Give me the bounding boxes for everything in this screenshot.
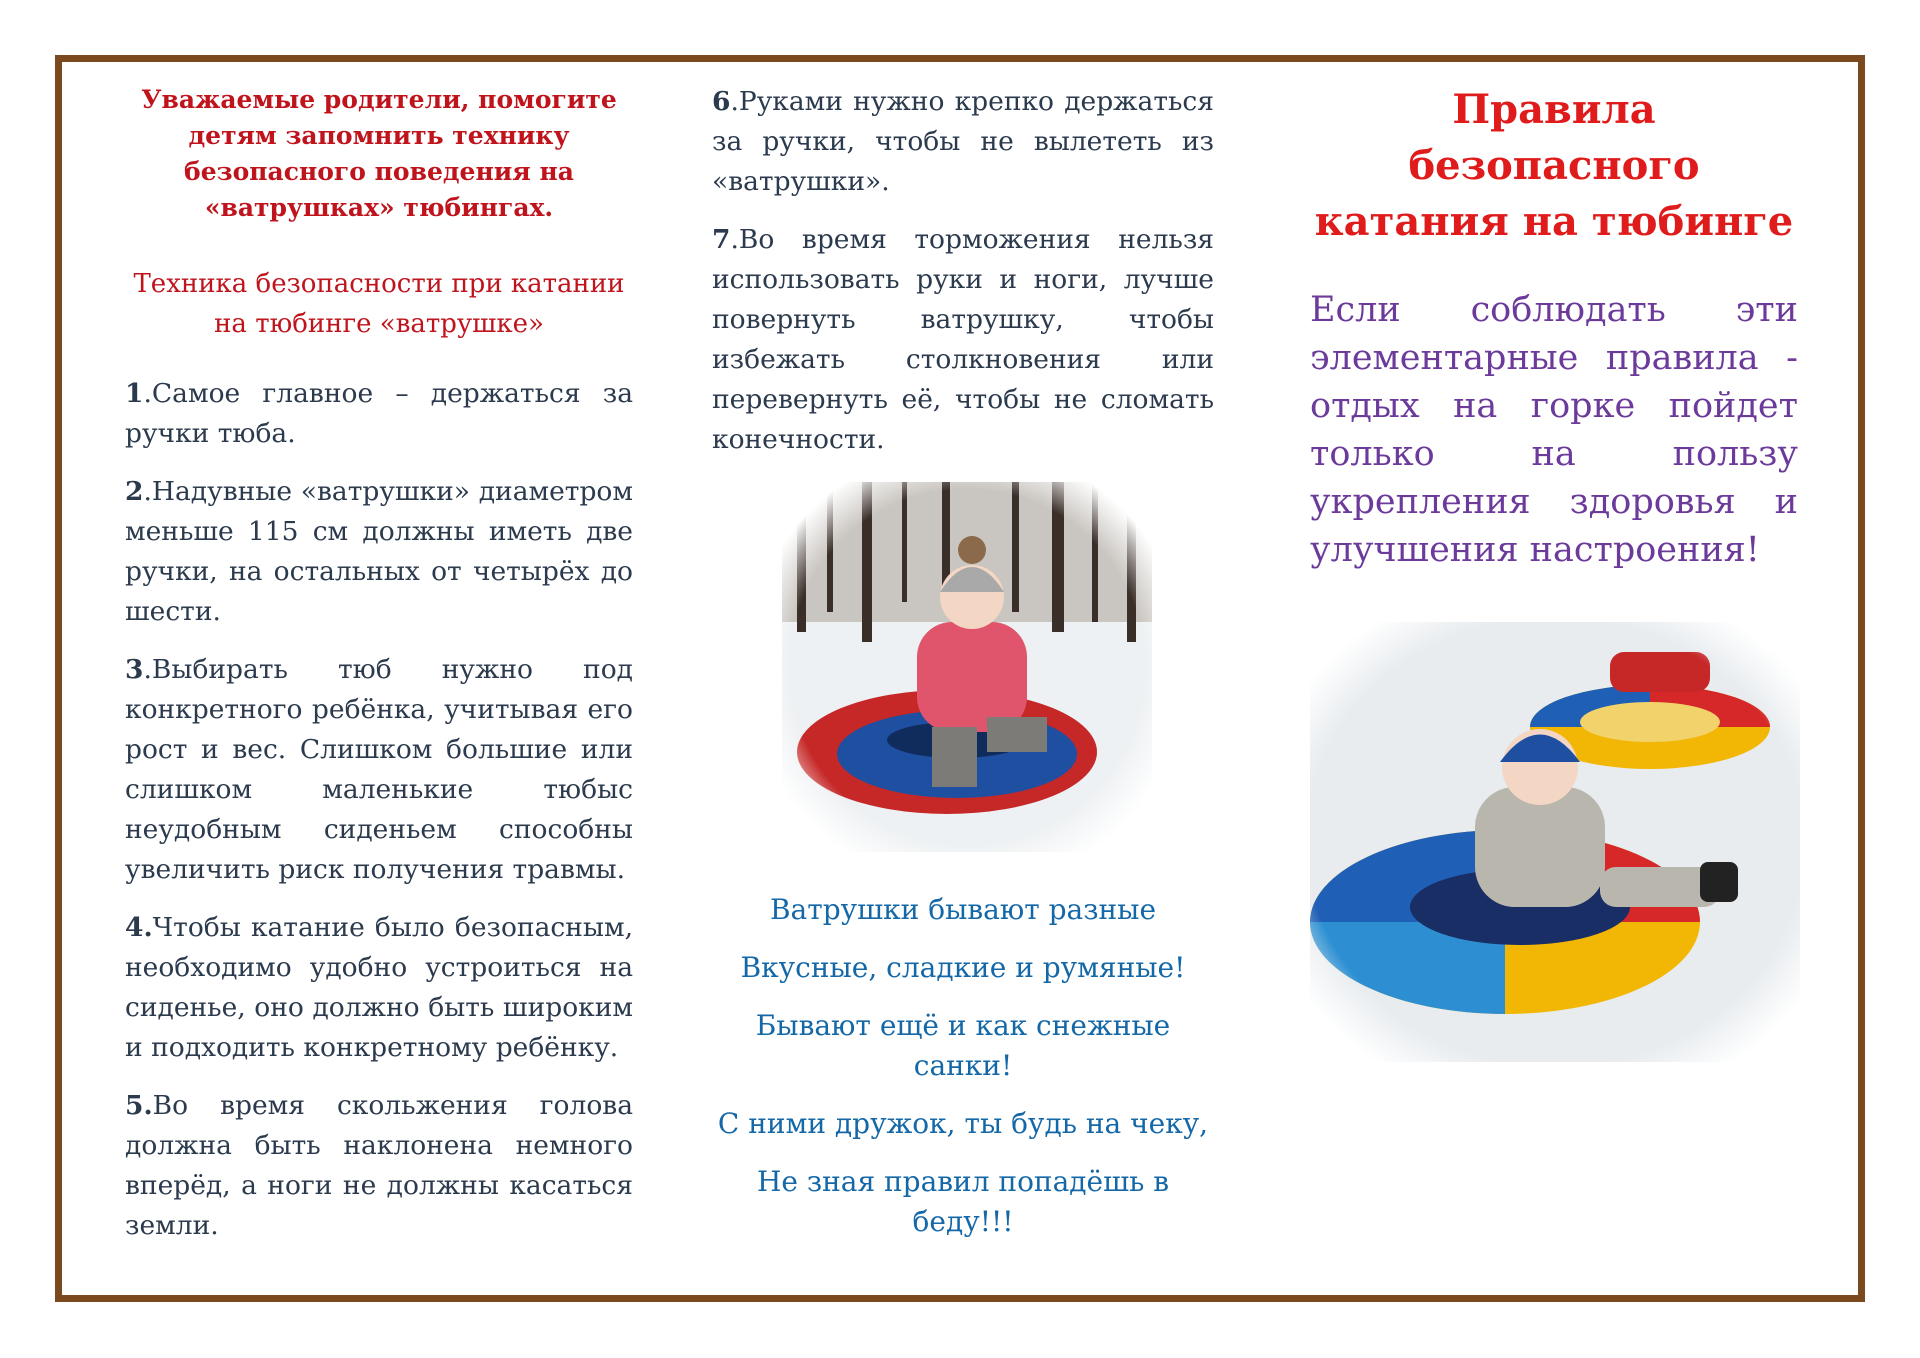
rule-text: .Во время торможения нельзя использовать руки и ноги, лучше повернуть ватрушку, чтобы избежать столкновения или перевернуть её, чтобы не сломать конечности. [712,224,1214,455]
rule-number: 5. [125,1090,153,1121]
safety-subtitle: Техника безопасности при катании на тюбинге «ватрушке» [133,269,625,339]
lead-paragraph: Если соблюдать эти элементарные правила - отдых на горке пойдет только на пользу укрепления здоровья и улучшения настроения! [1310,290,1798,570]
rule-text: Чтобы катание было безопасным, необходимо удобно устроиться на сиденье, оно должно быть широким и подходить конкретному ребёнку. [125,912,633,1063]
rule-text: .Самое главное – держаться за ручки тюба. [125,378,633,449]
rule-item [125,650,633,890]
left-column [125,82,633,1264]
rule-item [125,374,633,454]
rule-text: .Руками нужно крепко держаться за ручки, чтобы не вылететь из «ватрушки». [712,86,1214,197]
rule-text: Во время скольжения голова должна быть наклонена немного вперёд, а ноги не должны касаться земли. [125,1090,633,1241]
intro-heading: Уважаемые родители, помогите детям запомнить технику безопасного поведения на «ватрушках» тюбингах. [141,85,617,222]
poem-line: С ними дружок, ты будь на чеку, [717,1107,1209,1140]
rule-number: 2 [125,476,144,507]
rule-number: 3 [125,654,144,685]
rule-number: 7 [712,224,731,255]
rule-number: 1 [125,378,144,409]
rule-item [712,82,1214,202]
children-tubing-photo [1310,622,1800,1062]
rule-number: 6 [712,86,731,117]
brochure-title: Правила безопасного катания на тюбинге [1314,86,1794,245]
rule-item [125,908,633,1068]
rule-item [712,220,1214,460]
right-column [1310,82,1798,1062]
child-on-tube-photo [782,482,1152,852]
rule-text: .Надувные «ватрушки» диаметром меньше 115 см должны иметь две ручки, на остальных от четырёх до шести. [125,476,633,627]
middle-column [712,82,1214,1260]
poem-line: Вкусные, сладкие и румяные! [740,951,1186,984]
rule-item [125,472,633,632]
rule-item [125,1086,633,1246]
poem-line: Бывают ещё и как снежные санки! [755,1009,1171,1082]
poem-line: Ватрушки бывают разные [769,893,1157,926]
poem-line: Не зная правил попадёшь в беду!!! [756,1165,1170,1238]
rule-text: .Выбирать тюб нужно под конкретного ребёнка, учитывая его рост и вес. Слишком большие или слишком маленькие тюбыс неудобным сиденьем способны увеличить риск получения травмы. [125,654,633,885]
rule-number: 4. [125,912,153,943]
